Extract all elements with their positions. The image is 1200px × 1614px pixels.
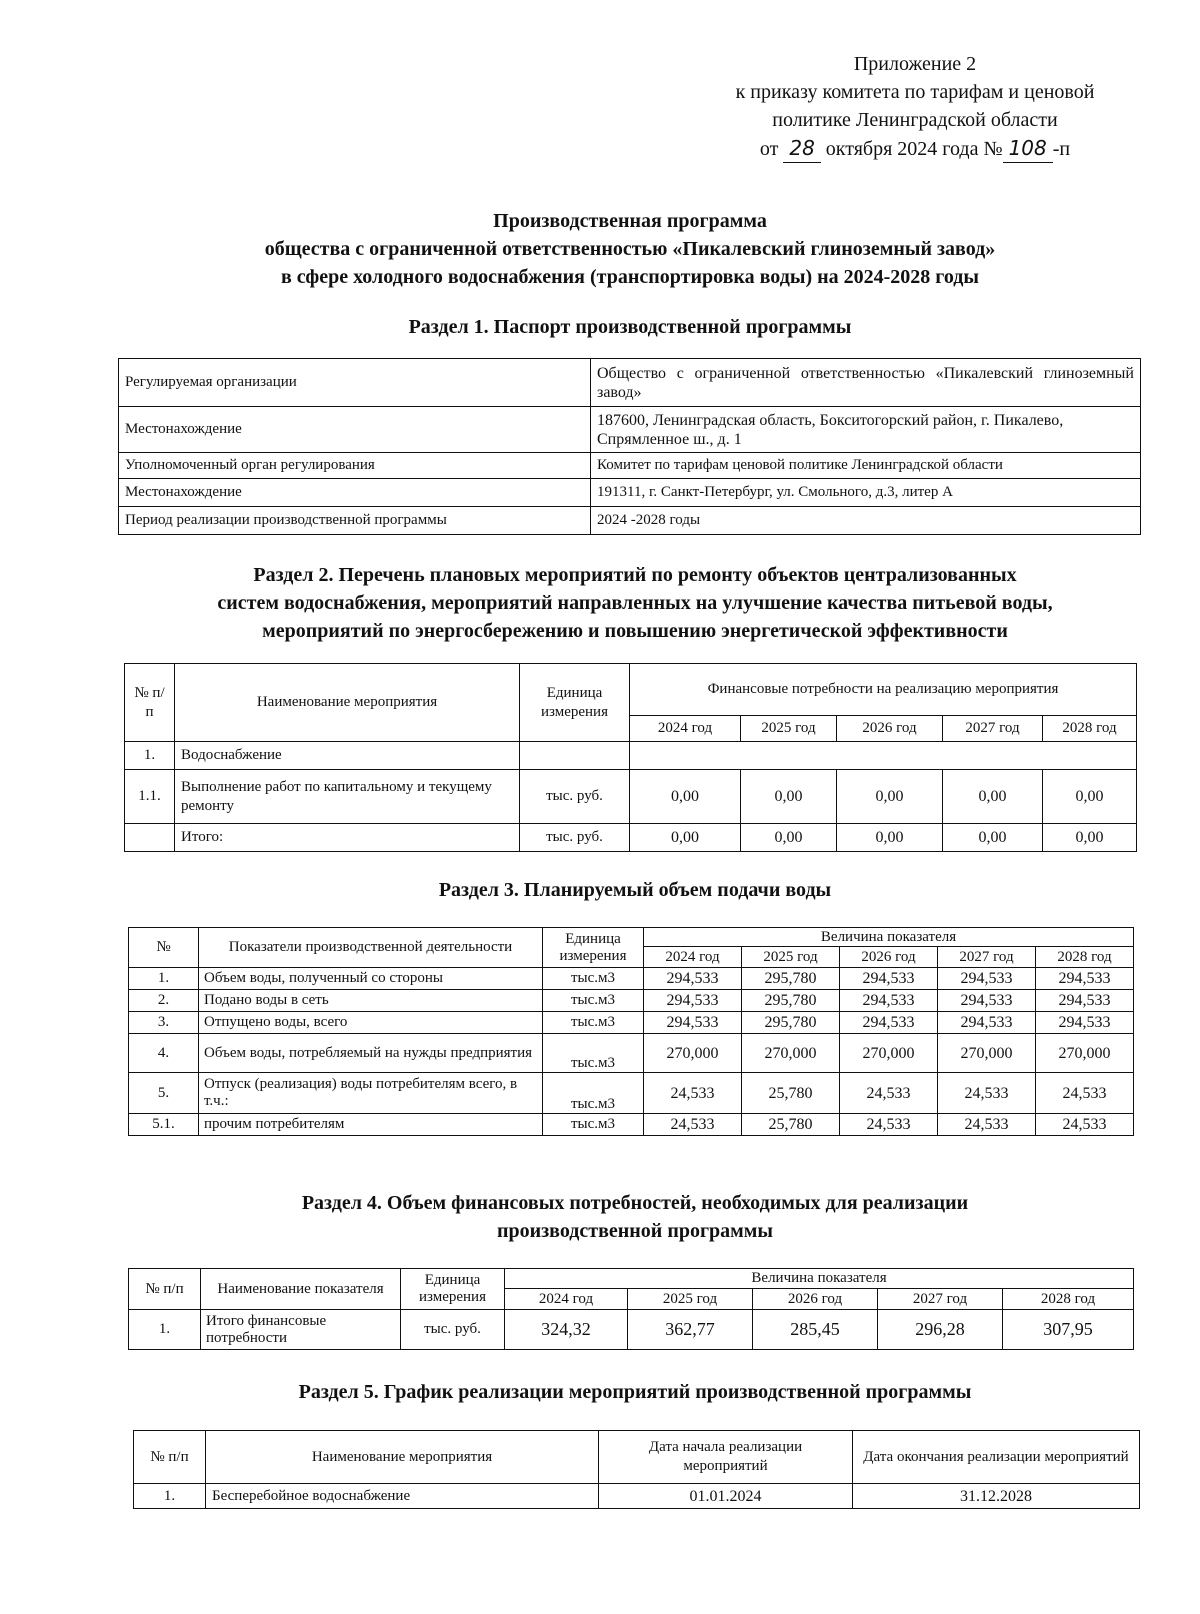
table-row: 2. Подано воды в сеть тыс.м3 294,533 295,780 294,533 294,533 294,533 (129, 990, 1134, 1012)
section1-heading: Раздел 1. Паспорт производственной программы (408, 316, 852, 338)
water-volume-table (128, 927, 1134, 1136)
table-row: Уполномоченный орган регулирования Комитет по тарифам ценовой политике Ленинградской области (119, 453, 1141, 479)
schedule-table (133, 1430, 1140, 1509)
section5-heading: Раздел 5. График реализации мероприятий производственной программы (298, 1381, 972, 1403)
table-header-row: 2024 год 2025 год 2026 год 2027 год 2028 год (125, 716, 1137, 742)
table-row: 1. Объем воды, полученный со стороны тыс.м3 294,533 295,780 294,533 294,533 294,533 (129, 968, 1134, 990)
table-header-row: № п/п Наименование показателя Единица измерения Величина показателя (129, 1269, 1134, 1289)
table-row: 5.1. прочим потребителям тыс.м3 24,533 25,780 24,533 24,533 24,533 (129, 1114, 1134, 1136)
table-header-row: № п/п Наименование мероприятия Дата начала реализации мероприятий Дата окончания реализации мероприятий (134, 1431, 1140, 1484)
annex-date-line: от 28 октября 2024 года № 108 -п (700, 134, 1130, 163)
section4-heading: Раздел 4. Объем финансовых потребностей, необходимых для реализации производственной программы (301, 1192, 969, 1242)
table-header-row: 2024 год 2025 год 2026 год 2027 год 2028 год (129, 947, 1134, 968)
table-row: 1. Бесперебойное водоснабжение 01.01.2024 31.12.2028 (134, 1484, 1140, 1509)
table-row: 3. Отпущено воды, всего тыс.м3 294,533 295,780 294,533 294,533 294,533 (129, 1012, 1134, 1034)
passport-table (118, 358, 1141, 535)
section2-heading: Раздел 2. Перечень плановых мероприятий по ремонту объектов централизованных систем водоснабжения, мероприятий направленных на улучшение качества питьевой воды, мероприятий по энергосбережению и повышению энергетической эффективности (217, 564, 1053, 642)
annex-line-3: политике Ленинградской области (772, 109, 1058, 131)
document-title: Производственная программа общества с ограниченной ответственностью «Пикалевский глиноземный завод» в сфере холодного водоснабжения (транспортировка воды) на 2024-2028 годы (264, 210, 996, 288)
table-row: 4. Объем воды, потребляемый на нужды предприятия тыс.м3 270,000 270,000 270,000 270,000 270,000 (129, 1034, 1134, 1073)
table-header-row: № п/п Наименование мероприятия Единица измерения Финансовые потребности на реализацию мероприятия (125, 664, 1137, 716)
annex-header (700, 50, 1130, 163)
handwritten-number: 108 (1003, 134, 1053, 163)
section3-heading: Раздел 3. Планируемый объем подачи воды (438, 879, 832, 901)
table-header-row: № Показатели производственной деятельности Единица измерения Величина показателя (129, 928, 1134, 947)
annex-line-1: Приложение 2 (853, 53, 977, 75)
financial-needs-table (128, 1268, 1134, 1350)
handwritten-day: 28 (783, 134, 820, 163)
table-row: 1. Итого финансовые потребности тыс. руб. 324,32 362,77 285,45 296,28 307,95 (129, 1310, 1134, 1350)
table-row: 1.1. Выполнение работ по капитальному и текущему ремонту тыс. руб. 0,00 0,00 0,00 0,00 0,00 (125, 770, 1137, 824)
table-header-row: 2024 год 2025 год 2026 год 2027 год 2028 год (129, 1289, 1134, 1310)
table-row: Регулируемая организации Общество с ограниченной ответственностью «Пикалевский глиноземный завод» (119, 359, 1141, 407)
annex-line-2: к приказу комитета по тарифам и ценовой (735, 81, 1095, 103)
table-row: Итого: тыс. руб. 0,00 0,00 0,00 0,00 0,00 (125, 824, 1137, 852)
table-row: Местонахождение 187600, Ленинградская область, Бокситогорский район, г. Пикалево, Спрямленное ш., д. 1 (119, 407, 1141, 453)
measures-table (124, 663, 1137, 852)
table-row: Местонахождение 191311, г. Санкт-Петербург, ул. Смольного, д.3, литер А (119, 479, 1141, 507)
table-row: 5. Отпуск (реализация) воды потребителям всего, в т.ч.: тыс.м3 24,533 25,780 24,533 24,533 24,533 (129, 1073, 1134, 1114)
table-row: Период реализации производственной программы 2024 -2028 годы (119, 507, 1141, 535)
table-row: 1. Водоснабжение (125, 742, 1137, 770)
